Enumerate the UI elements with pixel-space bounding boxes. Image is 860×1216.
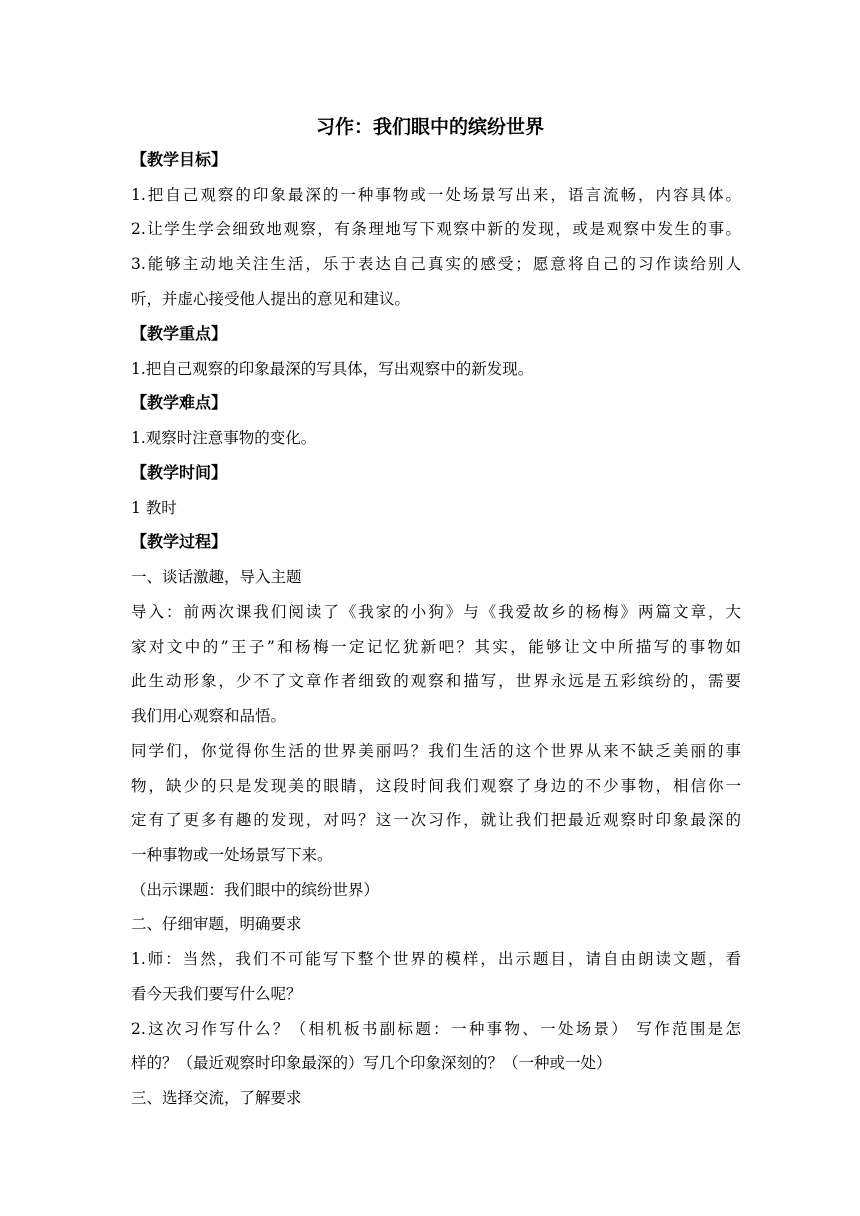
process-line-3: 家对文中的”王子”和杨梅一定记忆犹新吧？其实，能够让文中所描写的事物如	[131, 638, 741, 656]
process-line-9: 一种事物或一处场景写下来。	[131, 846, 333, 864]
document-title: 习作：我们眼中的缤纷世界	[315, 116, 544, 138]
goal-line-4: 听，并虚心接受他人提出的意见和建议。	[131, 290, 411, 308]
section-heading-process: 【教学过程】	[131, 532, 228, 551]
process-line-15: 样的？（最近观察时印象最深的）写几个印象深刻的？（一种或一处）	[131, 1054, 612, 1072]
process-line-1: 一、谈话激趣，导入主题	[131, 568, 302, 586]
goal-line-1: 1.把自己观察的印象最深的一种事物或一处场景写出来，语言流畅，内容具体。	[131, 186, 741, 204]
process-line-6: 同学们，你觉得你生活的世界美丽吗？我们生活的这个世界从来不缺乏美丽的事	[131, 742, 741, 760]
process-line-2: 导入：前两次课我们阅读了《我家的小狗》与《我爱故乡的杨梅》两篇文章，大	[131, 603, 741, 621]
process-line-14: 2.这次习作写什么？（相机板书副标题：一种事物、一处场景） 写作范围是怎	[131, 1020, 741, 1038]
process-line-16: 三、选择交流，了解要求	[131, 1089, 302, 1107]
section-heading-key-points: 【教学重点】	[131, 324, 228, 343]
process-line-12: 1.师：当然，我们不可能写下整个世界的模样，出示题目，请自由朗读文题，看	[131, 950, 741, 968]
goal-line-3: 3.能够主动地关注生活，乐于表达自己真实的感受；愿意将自己的习作读给别人	[131, 255, 741, 273]
section-heading-difficulties: 【教学难点】	[131, 393, 228, 412]
section-heading-goals: 【教学目标】	[131, 150, 228, 169]
key-point-line-1: 1.把自己观察的印象最深的写具体，写出观察中的新发现。	[131, 360, 534, 378]
goal-line-2: 2.让学生学会细致地观察，有条理地写下观察中新的发现，或是观察中发生的事。	[131, 220, 741, 238]
section-heading-time: 【教学时间】	[131, 463, 228, 482]
process-line-4: 此生动形象，少不了文章作者细致的观察和描写，世界永远是五彩缤纷的，需要	[131, 672, 741, 690]
process-line-5: 我们用心观察和品悟。	[131, 707, 287, 725]
process-line-13: 看今天我们要写什么呢？	[131, 985, 302, 1003]
process-line-8: 定有了更多有趣的发现，对吗？这一次习作，就让我们把最近观察时印象最深的	[131, 811, 741, 829]
difficulty-line-1: 1.观察时注意事物的变化。	[131, 429, 317, 447]
process-line-7: 物，缺少的只是发现美的眼睛，这段时间我们观察了身边的不少事物，相信你一	[131, 777, 741, 795]
process-line-11: 二、仔细审题，明确要求	[131, 915, 302, 933]
process-line-10: （出示课题：我们眼中的缤纷世界）	[131, 881, 380, 899]
time-line-1: 1 教时	[131, 499, 177, 517]
